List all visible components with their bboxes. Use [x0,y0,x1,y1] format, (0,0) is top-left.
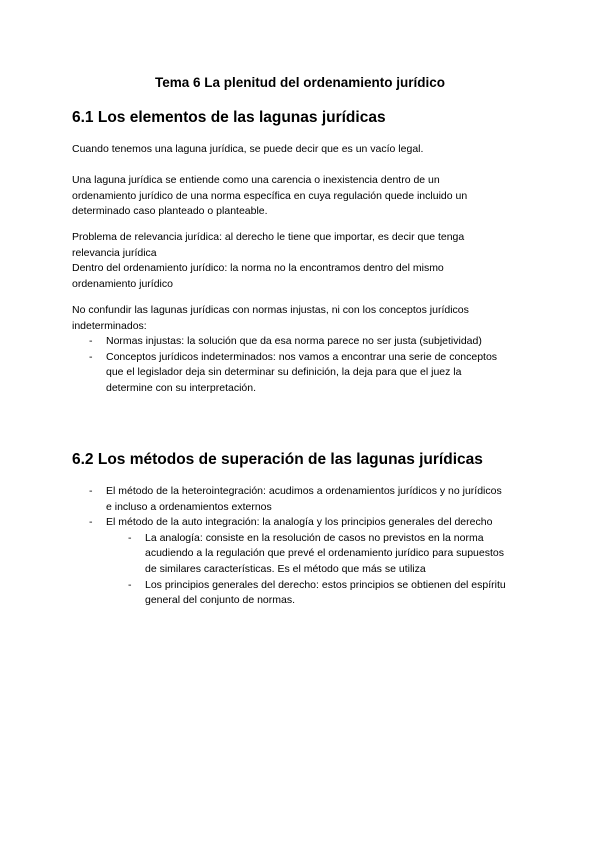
list-no-confundir [89,334,497,396]
paragraph-line: ordenamiento jurídico de una norma específica en cuya regulación quede incluido un [72,189,468,202]
paragraph-no-confundir [72,303,532,334]
list-item-line: que el legislador deja sin determinar su definición, la deja para que el juez la [106,366,462,379]
sublist-item [128,531,506,578]
section-heading-6-1: 6.1 Los elementos de las lagunas jurídicas [72,109,386,126]
paragraph-line: Una laguna jurídica se entiende como una carencia o inexistencia dentro de un [72,174,440,186]
list-item-line: Normas injustas: la solución que da esa norma parece no ser justa (subjetividad) [106,335,482,347]
paragraph-line: ordenamiento jurídico [72,277,173,290]
sublist-auto-integracion [128,531,506,609]
bullet-dash: - [89,516,93,529]
list-item [89,484,506,515]
bullet-dash: - [128,578,132,591]
bullet-dash: - [89,485,93,497]
paragraph-line: No confundir las lagunas jurídicas con normas injustas, ni con los conceptos jurídicos [72,304,469,316]
section-heading-6-2: 6.2 Los métodos de superación de las lagunas jurídicas [72,451,483,468]
list-item-line: general del conjunto de normas. [145,594,296,607]
paragraph-relevancia-juridica [72,230,532,292]
sublist-item [128,578,506,609]
list-item-line: e incluso a ordenamientos externos [106,500,272,513]
list-item-line: determine con su interpretación. [106,381,256,394]
paragraph-line: Problema de relevancia jurídica: al derecho le tiene que importar, es decir que tenga [72,231,465,243]
list-item-line: Los principios generales del derecho: estos principios se obtienen del espíritu [145,578,506,591]
paragraph-line: relevancia jurídica [72,246,157,259]
paragraph-line: Dentro del ordenamiento jurídico: la norma no la encontramos dentro del mismo [72,262,444,275]
paragraph-line: indeterminados: [72,319,147,332]
list-item-line: El método de la heterointegración: acudimos a ordenamientos jurídicos y no jurídicos [106,485,502,497]
paragraph-line: Cuando tenemos una laguna jurídica, se puede decir que es un vacío legal. [72,143,424,155]
list-item-line: El método de la auto integración: la analogía y los principios generales del derecho [106,516,493,529]
list-item-line: La analogía: consiste en la resolución de casos no previstos en la norma [145,531,484,544]
paragraph-definicion-laguna [72,173,532,220]
paragraph-vacio-legal [72,142,532,158]
bullet-dash: - [89,335,93,347]
list-item [89,350,497,397]
list-item-line: acudiendo a la regulación que prevé el ordenamiento jurídico para supuestos [145,547,504,560]
bullet-dash: - [128,531,132,544]
bullet-dash: - [89,350,93,363]
list-metodos [89,484,506,609]
paragraph-line: determinado caso planteado o planteable. [72,205,268,218]
document-title: Tema 6 La plenitud del ordenamiento jurídico [154,75,446,90]
list-item [89,334,497,350]
list-item [89,515,506,609]
list-item-line: Conceptos jurídicos indeterminados: nos vamos a encontrar una serie de conceptos [106,350,498,363]
list-item-line: de similares características. Es el método que más se utiliza [145,562,426,575]
